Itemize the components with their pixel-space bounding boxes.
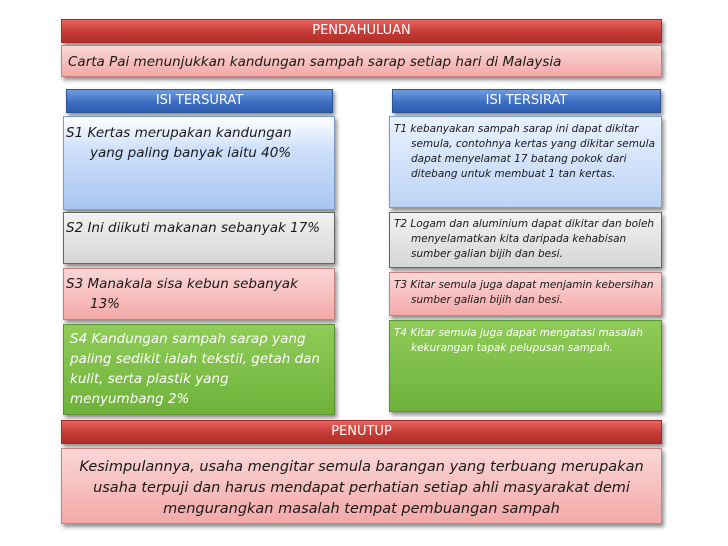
t2-box bbox=[389, 212, 662, 268]
t3-text: T3 Kitar semula juga dapat menjamin kebersihan sumber galian bijih dan besi. bbox=[394, 279, 654, 306]
pendahuluan-text: Carta Pai menunjukkan kandungan sampah sarap setiap hari di Malaysia bbox=[68, 54, 562, 70]
penutup-header bbox=[61, 420, 662, 444]
penutup-text-box bbox=[61, 448, 662, 524]
t4-box bbox=[389, 320, 662, 412]
s4-text: S4 Kandungan sampah sarap yang paling sedikit ialah tekstil, getah dan kulit, serta plastik yang menyumbang 2% bbox=[70, 331, 320, 407]
s2-text: S2 Ini diikuti makanan sebanyak 17% bbox=[66, 220, 321, 236]
s1-box bbox=[63, 116, 335, 210]
isi-tersirat-header-label: ISI TERSIRAT bbox=[485, 93, 568, 108]
s3-box bbox=[63, 268, 335, 320]
pendahuluan-header-label: PENDAHULUAN bbox=[312, 23, 411, 38]
t1-box bbox=[389, 116, 662, 208]
t2-text: T2 Logam dan aluminium dapat dikitar dan boleh menyelamatkan kita daripada kehabisan sumber galian bijih dan besi. bbox=[394, 218, 655, 260]
isi-tersurat-header-label: ISI TERSURAT bbox=[155, 93, 244, 108]
t4-text: T4 Kitar semula juga dapat mengatasi masalah kekurangan tapak pelupusan sampah. bbox=[394, 327, 643, 354]
penutup-text: Kesimpulannya, usaha mengitar semula barangan yang terbuang merupakan usaha terpuji dan harus mendapat perhatian setiap ahli masyarakat demi mengurangkan masalah tempat pembuangan sampah bbox=[79, 459, 644, 517]
s4-box bbox=[63, 324, 335, 415]
s2-box bbox=[63, 212, 335, 264]
s3-text: S3 Manakala sisa kebun sebanyak 13% bbox=[66, 276, 298, 312]
s1-text: S1 Kertas merupakan kandungan yang paling banyak iaitu 40% bbox=[66, 125, 292, 161]
pendahuluan-text-box bbox=[61, 45, 662, 77]
penutup-header-label: PENUTUP bbox=[331, 424, 392, 439]
t1-text: T1 kebanyakan sampah sarap ini dapat dikitar semula, contohnya kertas yang dikitar semula dapat menyelamat 17 batang pokok dari ditebang untuk membuat 1 tan kertas. bbox=[394, 123, 656, 180]
t3-box bbox=[389, 272, 662, 316]
isi-tersirat-header bbox=[392, 89, 661, 113]
isi-tersurat-header bbox=[66, 89, 333, 113]
pendahuluan-header bbox=[61, 19, 662, 43]
